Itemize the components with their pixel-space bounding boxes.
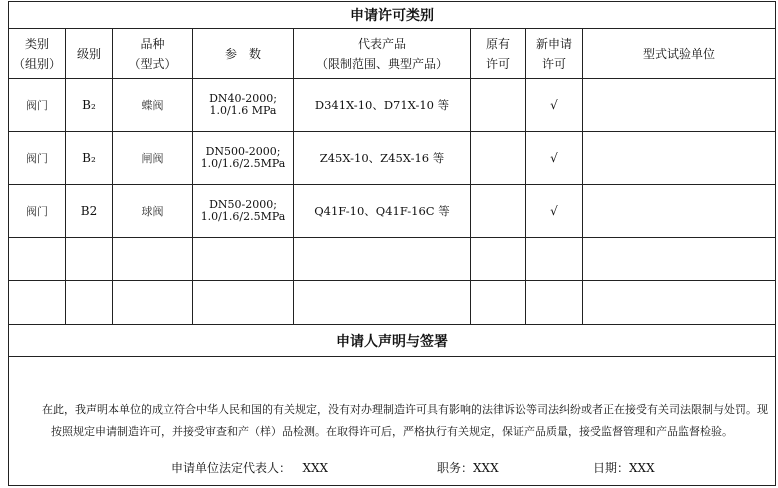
cell-params-line1: DN500-2000; (205, 145, 281, 158)
cell-product: Z45X-10、Z45X-16 等 (294, 132, 471, 185)
empty-cell (294, 281, 471, 325)
cell-category: 阀门 (9, 132, 66, 185)
empty-cell (526, 281, 583, 325)
empty-cell (66, 238, 113, 281)
cell-params (193, 79, 294, 132)
empty-cell (471, 281, 526, 325)
declaration-text: 在此，我声明本单位的成立符合中华人民和国的有关规定，没有对办理制造许可具有影响的法律诉讼等司法纠纷或者正在接受有关司法限制与处罚。现按照规定申请制造许可，并接受审查和产（样）品检测。在取得许可后，严格执行有关规定，保证产品质量，接受监督管理和产品监督检验。 (42, 403, 768, 438)
cell-product: D341X-10、D71X-10 等 (294, 79, 471, 132)
header-product-line2: （限制范围、典型产品） (315, 56, 448, 71)
table-row (9, 132, 776, 185)
cell-params-line1: DN50-2000; (209, 198, 277, 211)
empty-cell (471, 238, 526, 281)
declaration-title-row (9, 325, 776, 357)
empty-cell (66, 281, 113, 325)
date-value: XXX (629, 461, 655, 475)
header-variety-line1: 品种 (140, 36, 165, 51)
position-value: XXX (473, 461, 499, 475)
header-variety-line2: （型式） (128, 56, 177, 71)
header-new-line1: 新申请 (535, 36, 572, 51)
cell-product: Q41F-10、Q41F-16C 等 (294, 185, 471, 238)
empty-cell (294, 238, 471, 281)
cell-category: 阀门 (9, 185, 66, 238)
empty-cell (193, 238, 294, 281)
cell-variety: 闸阀 (113, 132, 193, 185)
header-category-line2: （组别） (12, 56, 61, 71)
table-row-empty (9, 281, 776, 325)
cell-params-line2: 1.0/1.6/2.5MPa (200, 210, 286, 223)
table-row (9, 79, 776, 132)
declaration-title: 申请人声明与签署 (9, 325, 776, 357)
cell-params (193, 132, 294, 185)
cell-params-line1: DN40-2000; (209, 92, 277, 105)
header-variety (113, 29, 193, 79)
cell-new-check: √ (526, 79, 583, 132)
header-category-line1: 类别 (24, 36, 49, 51)
signature-line (9, 459, 775, 475)
header-existing-line2: 许可 (485, 56, 510, 71)
header-existing-line1: 原有 (485, 36, 510, 51)
license-category-table (8, 1, 776, 486)
position-signature (437, 459, 499, 476)
cell-new-check: √ (526, 132, 583, 185)
cell-new-check: √ (526, 185, 583, 238)
header-category (9, 29, 66, 79)
section-title: 申请许可类别 (9, 2, 776, 29)
empty-cell (583, 238, 776, 281)
declaration-body-row (9, 357, 776, 486)
cell-test-unit (583, 185, 776, 238)
header-existing (471, 29, 526, 79)
cell-grade: B2 (66, 185, 113, 238)
cell-params-line2: 1.0/1.6 MPa (209, 104, 277, 117)
header-test-unit: 型式试验单位 (583, 29, 776, 79)
date-label: 日期： (593, 461, 630, 475)
table-row (9, 185, 776, 238)
legal-rep-signature (171, 459, 328, 476)
empty-cell (583, 281, 776, 325)
header-grade: 级别 (66, 29, 113, 79)
cell-test-unit (583, 132, 776, 185)
empty-cell (9, 238, 66, 281)
declaration-body (9, 357, 776, 486)
cell-params-line2: 1.0/1.6/2.5MPa (200, 157, 286, 170)
header-product-line1: 代表产品 (357, 36, 406, 51)
cell-variety: 蝶阀 (113, 79, 193, 132)
position-label: 职务： (437, 461, 474, 475)
empty-cell (526, 238, 583, 281)
empty-cell (113, 281, 193, 325)
cell-category: 阀门 (9, 79, 66, 132)
legal-rep-value: XXX (302, 461, 329, 475)
cell-existing (471, 79, 526, 132)
cell-params (193, 185, 294, 238)
empty-cell (113, 238, 193, 281)
empty-cell (9, 281, 66, 325)
cell-grade: B₂ (66, 132, 113, 185)
cell-grade: B₂ (66, 79, 113, 132)
cell-variety: 球阀 (113, 185, 193, 238)
header-row (9, 29, 776, 79)
cell-test-unit (583, 79, 776, 132)
table-row-empty (9, 238, 776, 281)
header-new (526, 29, 583, 79)
header-product (294, 29, 471, 79)
section-title-row (9, 2, 776, 29)
cell-existing (471, 185, 526, 238)
cell-existing (471, 132, 526, 185)
header-new-line2: 许可 (541, 56, 566, 71)
legal-rep-label: 申请单位法定代表人： (171, 461, 292, 475)
header-params: 参 数 (193, 29, 294, 79)
empty-cell (193, 281, 294, 325)
date-signature (593, 459, 655, 476)
